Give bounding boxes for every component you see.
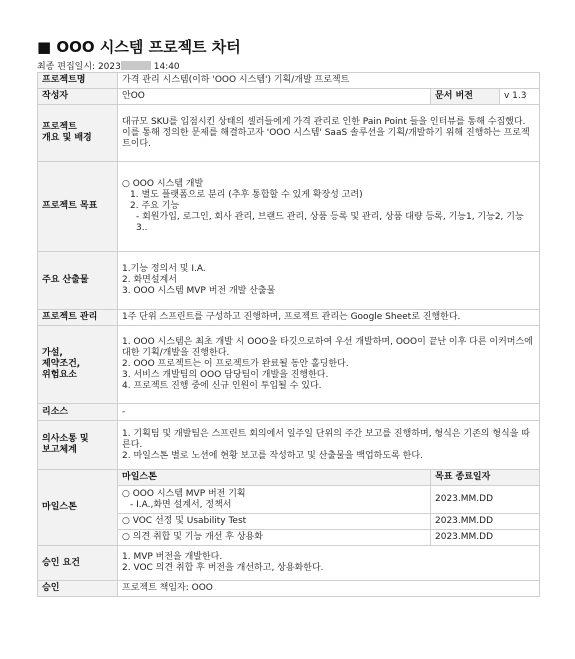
management-label: 프로젝트 관리 [38,310,118,326]
project-name-label: 프로젝트명 [38,73,118,89]
assumptions-label [38,326,118,404]
milestone-name: ○ VOC 선정 및 Usability Test [118,514,431,530]
approval-label: 승인 [38,581,118,597]
goal-line-3: 2. 주요 기능 [130,201,180,211]
goal-content [118,162,540,252]
resources-label: 리소스 [38,404,118,421]
row-deliverables [38,252,540,310]
milestone-date: 2023.MM.DD [431,486,540,514]
goal-line-4: - 회원가입, 로그인, 회사 관리, 브랜드 관리, 상품 등록 및 관리, 상품 대량 등록, 기능1, 기능2, 기능3.. [136,212,524,233]
deliverables-content [118,252,540,310]
row-communication [38,421,540,470]
approval-req-line-1: 1. MVP 버전을 개발한다. [122,552,223,562]
communication-label-line-1: 의사소통 및 [42,434,89,444]
milestone-date-header: 목표 종료일자 [431,470,540,486]
row-project-name [38,73,540,89]
assumptions-line-4: 4. 프로젝트 진행 중에 신규 인원이 투입될 수 있다. [122,381,322,391]
management-text: 1주 단위 스프린트를 구성하고 진행하며, 프로젝트 관리는 Google Sheet로 진행한다. [118,310,540,326]
row-resources [38,404,540,421]
project-name-value: 가격 관리 시스템(이하 'OOO 시스템') 기획/개발 프로젝트 [118,73,540,89]
document-title [37,36,241,57]
assumptions-label-line-1: 가설, [42,348,63,358]
last-edit-year: 2023 [97,62,121,72]
assumptions-line-1: 1. OOO 시스템은 최초 개발 시 OOO을 타깃으로하여 우선 개발하며, OOO이 끝난 이후 다른 이커머스에 대한 기획/개발을 진행한다. [122,337,533,358]
approval-req-label: 승인 요건 [38,546,118,581]
milestone-date: 2023.MM.DD [431,530,540,546]
title-text: OOO 시스템 프로젝트 차터 [56,38,241,56]
goal-label: 프로젝트 목표 [38,162,118,252]
row-goal [38,162,540,252]
communication-label [38,421,118,470]
milestone-name [118,486,431,514]
charter-table [37,72,540,597]
assumptions-line-2: 2. OOO 프로젝트는 이 프로젝트가 완료될 동안 홀딩한다. [122,359,349,369]
title-bullet: ■ [37,38,52,56]
milestone-col-header: 마일스톤 [118,470,431,486]
assumptions-content [118,326,540,404]
milestone-label: 마일스톤 [38,470,118,546]
milestone-date: 2023.MM.DD [431,514,540,530]
row-author [38,89,540,105]
deliverables-line-3: 3. OOO 시스템 MVP 버전 개발 산출물 [122,286,276,296]
milestone-line-1: ○ OOO 시스템 MVP 버전 기획 [122,488,246,499]
communication-label-line-2: 보고체계 [42,445,77,455]
approval-value: 프로젝트 책임자: OOO [118,581,540,597]
milestone-name: ○ 의견 취합 및 기능 개선 후 상용화 [118,530,431,546]
milestone-line-2: - I.A.,화면 설계서, 정책서 [130,499,232,510]
overview-text: 대규모 SKU를 입점시킨 상태의 셀러들에게 가격 관리로 인한 Pain Point 들을 인터뷰를 통해 수집했다. 이를 통해 정의한 문제를 해결하고자 'OOO 시스템' SaaS 솔루션을 기획/개발하기 위해 진행하는 프로젝트이다. [118,105,540,162]
assumptions-label-line-3: 위험요소 [42,370,77,380]
version-value: v 1.3 [500,89,540,105]
deliverables-line-2: 2. 화면설계서 [122,275,177,285]
redacted-date [121,61,151,70]
row-management [38,310,540,326]
communication-content [118,421,540,470]
row-approval-requirements [38,546,540,581]
deliverables-label: 주요 산출물 [38,252,118,310]
row-overview [38,105,540,162]
goal-line-2: 1. 별도 플랫폼으로 분리 (추후 통합할 수 있게 확장성 고려) [130,190,363,200]
resources-value: - [118,404,540,421]
last-edit-label: 최종 편집일시: [37,62,96,72]
overview-label-line-2: 개요 및 배경 [42,133,92,143]
row-approval [38,581,540,597]
assumptions-line-3: 3. 서비스 개발팀의 OOO 담당팀이 개발을 진행한다. [122,370,329,380]
version-label: 문서 버전 [431,89,500,105]
author-label: 작성자 [38,89,118,105]
approval-req-content [118,546,540,581]
goal-line-1: ○ OOO 시스템 개발 [122,179,204,189]
overview-label [38,105,118,162]
milestone-header-row [38,470,540,486]
approval-req-line-2: 2. VOC 의견 취합 후 버전을 개선하고, 상용화한다. [122,563,324,573]
overview-label-line-1: 프로젝트 [42,122,77,132]
last-edit-line [37,59,180,72]
row-assumptions [38,326,540,404]
last-edit-time: 14:40 [153,62,180,72]
assumptions-label-line-2: 제약조건, [42,359,81,369]
author-value: 안OO [118,89,431,105]
deliverables-line-1: 1.기능 정의서 및 I.A. [122,264,206,274]
communication-line-2: 2. 마일스톤 별로 노션에 현황 보고를 작성하고 및 산출물을 백업하도록 한다. [122,450,423,461]
communication-line-1: 1. 기획팀 및 개발팀은 스프린트 회의에서 일주일 단위의 주간 보고를 진행하며, 형식은 기존의 형식을 따른다. [122,428,530,450]
